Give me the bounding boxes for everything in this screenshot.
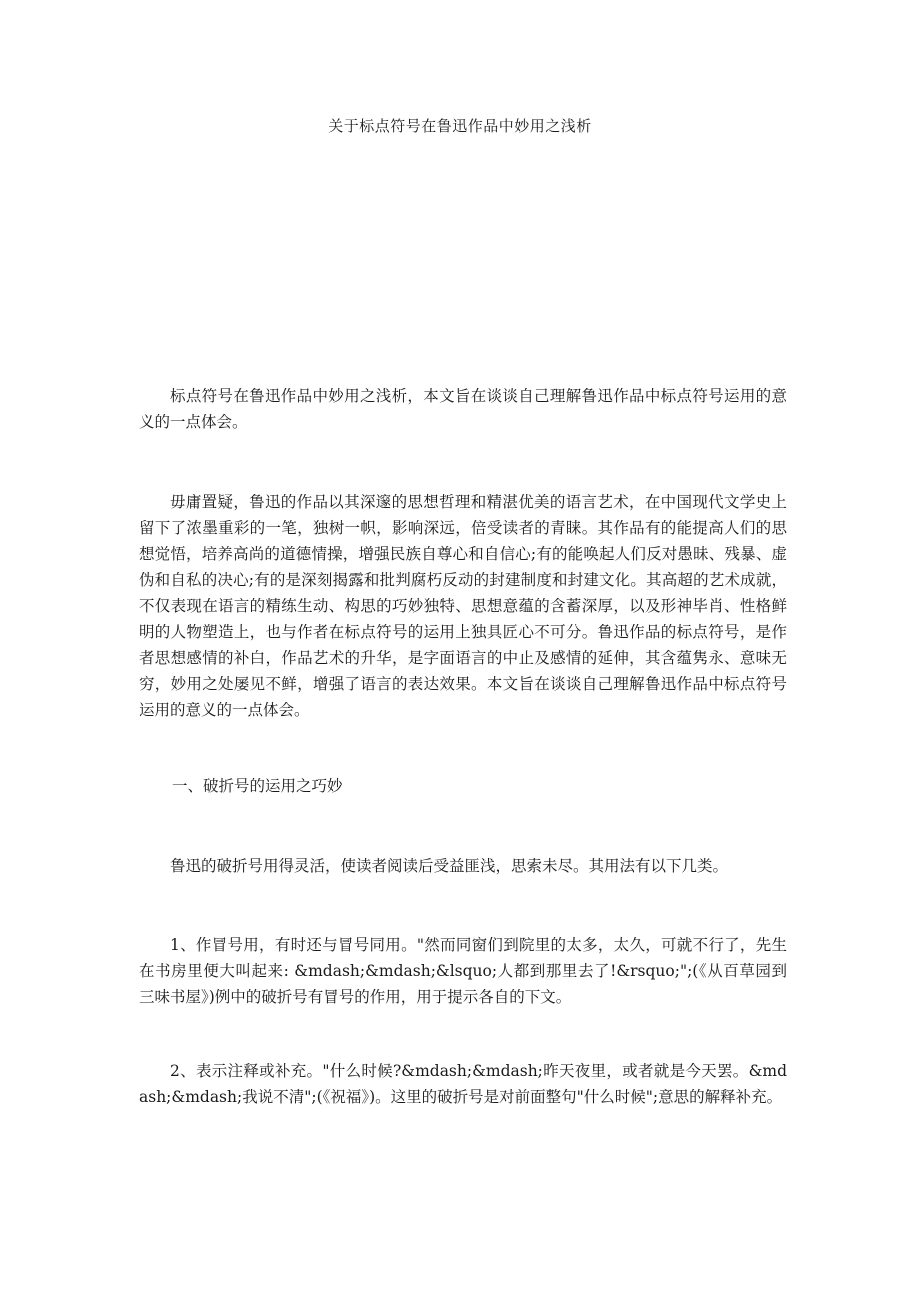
- list-item-2: 2、表示注释或补充。"什么时候?&mdash;&mdash;昨天夜里，或者就是今天罢。&mdash;&mdash;我说不清";(《祝福》)。这里的破折号是对前面整句"什么时候";意思的解释补充。: [139, 1062, 787, 1106]
- section-heading: 一、破折号的运用之巧妙: [172, 777, 343, 795]
- list-item-1: 1、作冒号用，有时还与冒号同用。"然而同窗们到院里的太多，太久，可就不行了，先生在书房里便大叫起来: &mdash;&mdash;&lsquo;人都到那里去了!&rsquo;";(《从百草园到三味书屋》)例中的破折号有冒号的作用，用于提示各自的下文。: [139, 936, 787, 1006]
- intro-paragraph: 标点符号在鲁迅作品中妙用之浅析，本文旨在谈谈自己理解鲁迅作品中标点符号运用的意义的一点体会。: [139, 387, 787, 431]
- section-intro: 鲁迅的破折号用得灵活，使读者阅读后受益匪浅，思索未尽。其用法有以下几类。: [170, 857, 729, 875]
- body-paragraph: 毋庸置疑，鲁迅的作品以其深邃的思想哲理和精湛优美的语言艺术，在中国现代文学史上留下了浓墨重彩的一笔，独树一帜，影响深远，倍受读者的青睐。其作品有的能提高人们的思想觉悟，培养高尚的道德情操，增强民族自尊心和自信心;有的能唤起人们反对愚昧、残暴、虚伪和自私的决心;有的是深刻揭露和批判腐朽反动的封建制度和封建文化。其高超的艺术成就，不仅表现在语言的精练生动、构思的巧妙独特、思想意蕴的含蓄深厚，以及形神毕肖、性格鲜明的人物塑造上，也与作者在标点符号的运用上独具匠心不可分。鲁迅作品的标点符号，是作者思想感情的补白，作品艺术的升华，是字面语言的中止及感情的延伸，其含蕴隽永、意味无穷，妙用之处屡见不鲜，增强了语言的表达效果。本文旨在谈谈自己理解鲁迅作品中标点符号运用的意义的一点体会。: [139, 493, 787, 719]
- page-title: 关于标点符号在鲁迅作品中妙用之浅析: [328, 117, 592, 135]
